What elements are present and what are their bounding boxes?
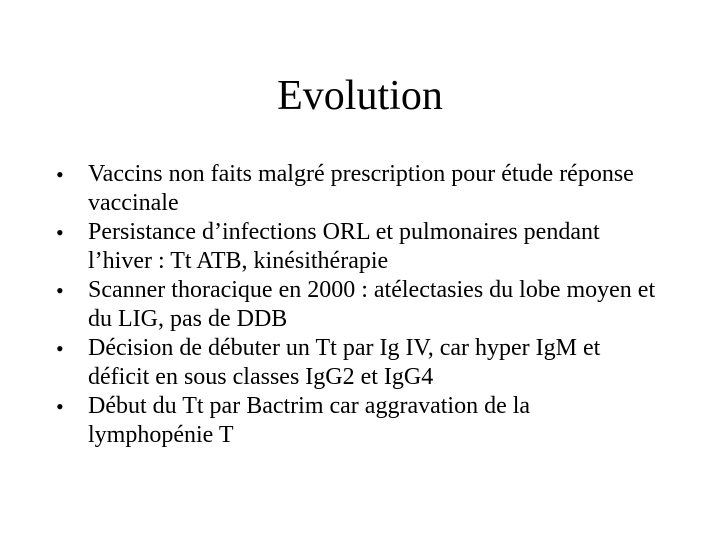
bullet-text: Persistance d’infections ORL et pulmonaires pendant l’hiver : Tt ATB, kinésithérapie [88,219,600,274]
bullet-item [56,334,656,392]
bullet-text: Décision de débuter un Tt par Ig IV, car hyper IgM et déficit en sous classes IgG2 et IgG4 [88,335,601,390]
bullet-dot: • [56,336,64,361]
bullet-item [56,160,656,218]
slide-title: Evolution [277,73,443,119]
bullet-item [56,276,656,334]
bullet-list [56,160,656,450]
bullet-dot: • [56,162,64,187]
bullet-item [56,218,656,276]
bullet-dot: • [56,394,64,419]
bullet-text: Scanner thoracique en 2000 : atélectasies du lobe moyen et du LIG, pas de DDB [88,277,656,332]
bullet-dot: • [56,278,64,303]
bullet-text: Début du Tt par Bactrim car aggravation de la lymphopénie T [88,393,531,448]
bullet-text: Vaccins non faits malgré prescription pour étude réponse vaccinale [88,161,634,216]
bullet-dot: • [56,220,64,245]
bullet-item [56,392,656,450]
